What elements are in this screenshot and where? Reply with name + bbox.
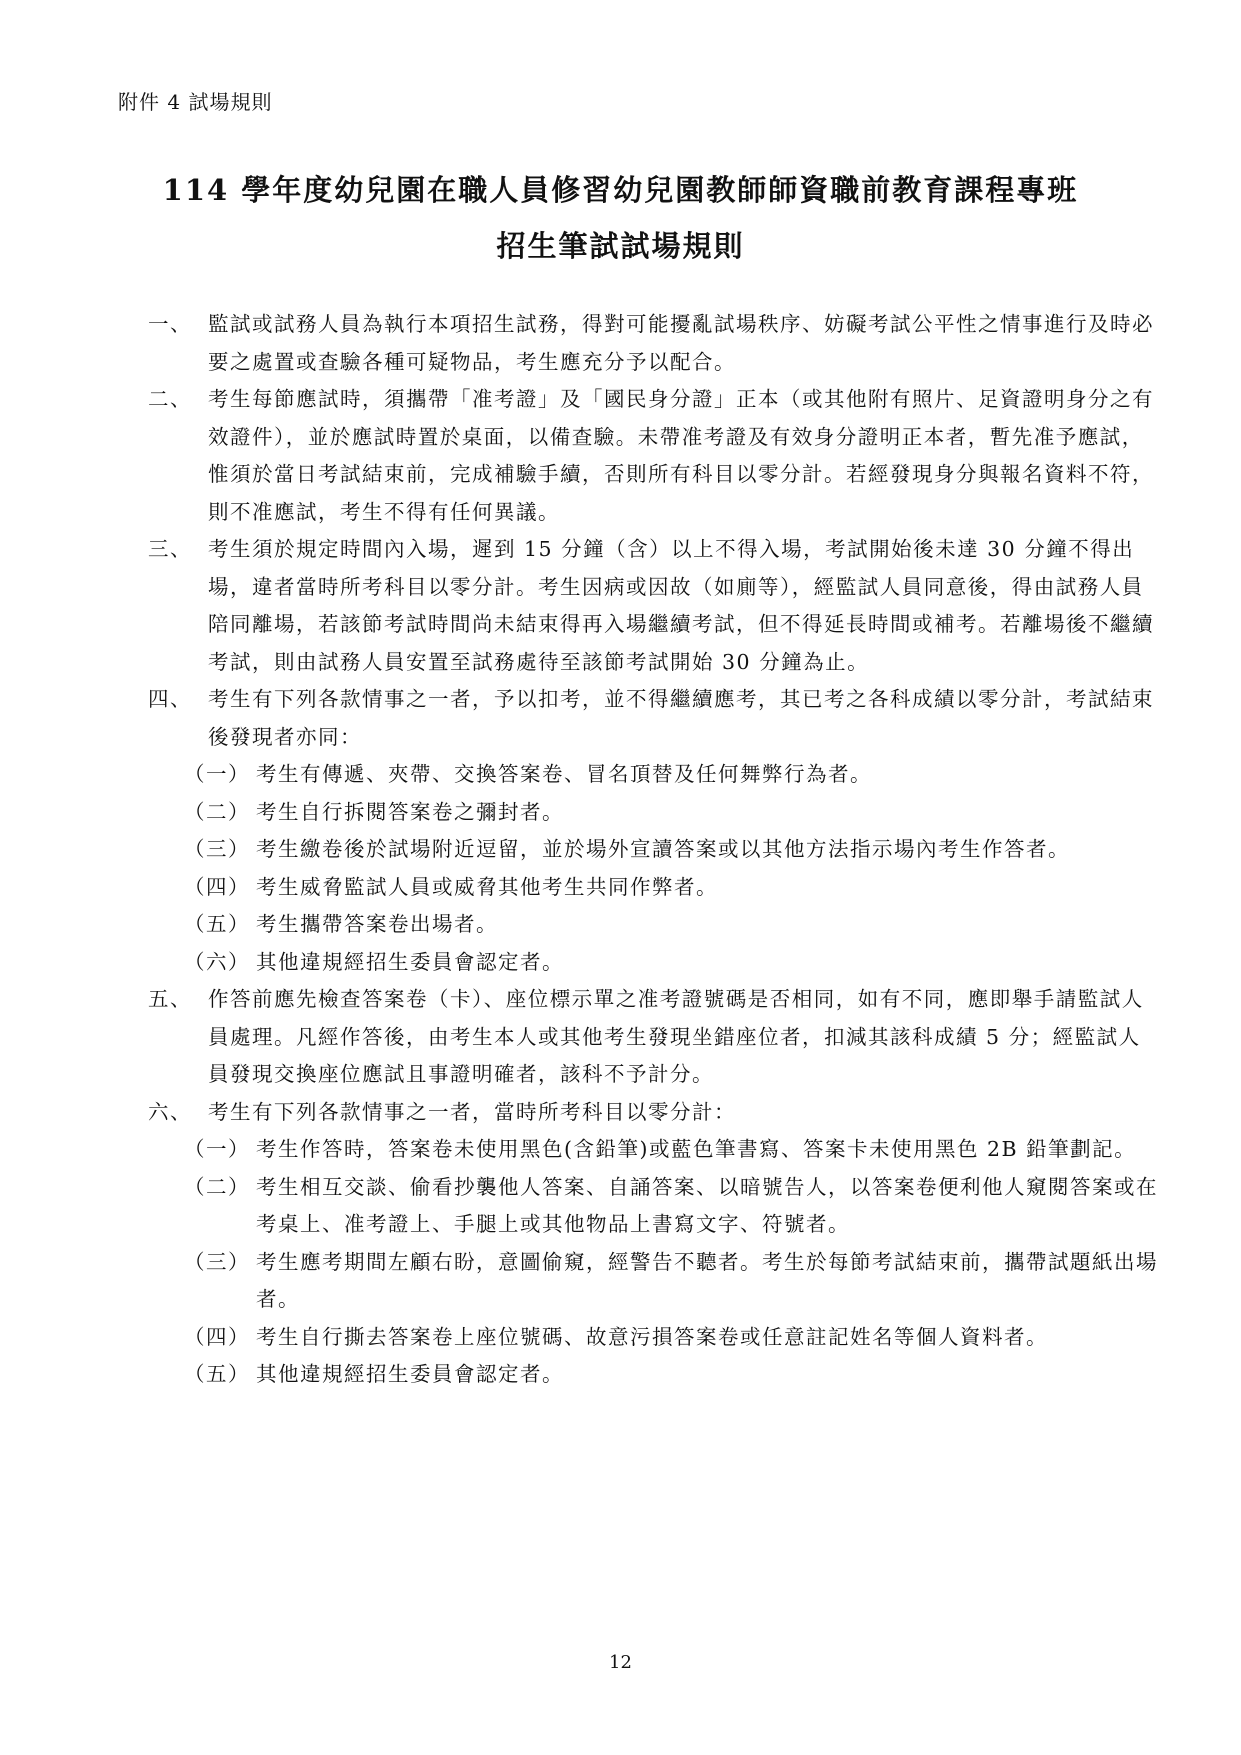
sub-rule-text: 其他違規經招生委員會認定者。 (256, 949, 564, 974)
sub-rule-item (148, 869, 1158, 907)
sub-rule-number: （六） (184, 949, 250, 974)
sub-rule-text: 考生相互交談、偷看抄襲他人答案、自誦答案、以暗號告人，以答案卷便利他人窺閱答案或在考桌上、准考證上、手腿上或其他物品上書寫文字、符號者。 (256, 1174, 1158, 1236)
sub-rule-number: （二） (184, 1174, 250, 1199)
sub-rule-text: 考生繳卷後於試場附近逗留，並於場外宣讀答案或以其他方法指示場內考生作答者。 (256, 837, 1070, 861)
rules-list (148, 306, 1158, 1394)
rule-number: 一、 (148, 312, 192, 336)
rule-text: 作答前應先檢查答案卷（卡）、座位標示單之准考證號碼是否相同，如有不同，應即舉手請監試人員處理。凡經作答後，由考生本人或其他考生發現坐錯座位者，扣減其該科成績 5 分；經監試人員發現交換座位應試且事證明確者，該科不予計分。 (208, 987, 1144, 1086)
document-subtitle: 招生筆試試場規則 (496, 229, 745, 263)
sub-rule-text: 考生有傳遞、夾帶、交換答案卷、冒名頂替及任何舞弊行為者。 (256, 762, 872, 786)
sub-rule-item (148, 944, 1158, 982)
rule-number: 五、 (148, 987, 192, 1011)
rule-item (148, 981, 1158, 1094)
sub-rule-text: 考生應考期間左顧右盼，意圖偷窺，經警告不聽者。考生於每節考試結束前，攜帶試題紙出場者。 (256, 1249, 1158, 1311)
sub-rule-number: （四） (184, 1324, 250, 1349)
rule-number: 二、 (148, 387, 192, 411)
sub-rule-number: （一） (184, 762, 250, 786)
rule-item (148, 531, 1158, 681)
sub-rule-text: 考生自行拆閱答案卷之彌封者。 (256, 799, 564, 824)
sub-rule-item (148, 1244, 1158, 1319)
sub-rule-text: 其他違規經招生委員會認定者。 (256, 1362, 564, 1386)
rule-number: 六、 (148, 1099, 192, 1124)
rule-number: 四、 (148, 687, 192, 711)
sub-rule-item (148, 1356, 1158, 1394)
rule-item (148, 381, 1158, 531)
sub-rule-number: （五） (184, 912, 250, 936)
sub-rule-item (148, 906, 1158, 944)
sub-rule-number: （一） (184, 1137, 250, 1161)
rule-text: 考生每節應試時，須攜帶「准考證」及「國民身分證」正本（或其他附有照片、足資證明身分之有效證件），並於應試時置於桌面，以備查驗。未帶准考證及有效身分證明正本者，暫先准予應試，惟須於當日考試結束前，完成補驗手續，否則所有科目以零分計。若經發現身分與報名資料不符，則不准應試，考生不得有任何異議。 (208, 387, 1154, 524)
sub-rule-text: 考生作答時，答案卷未使用黑色(含鉛筆)或藍色筆書寫、答案卡未使用黑色 2B 鉛筆劃記。 (256, 1137, 1137, 1161)
rule-text: 考生有下列各款情事之一者，當時所考科目以零分計： (208, 1099, 736, 1124)
document-title: 114 學年度幼兒園在職人員修習幼兒園教師師資職前教育課程專班 (162, 173, 1079, 207)
sub-rule-item (148, 1131, 1158, 1169)
sub-rule-item (148, 1319, 1158, 1357)
rule-text: 監試或試務人員為執行本項招生試務，得對可能擾亂試場秩序、妨礙考試公平性之情事進行及時必要之處置或查驗各種可疑物品，考生應充分予以配合。 (208, 312, 1154, 374)
rule-number: 三、 (148, 537, 192, 561)
rule-text: 考生須於規定時間內入場，遲到 15 分鐘（含）以上不得入場，考試開始後未達 30 分鐘不得出場，違者當時所考科目以零分計。考生因病或因故（如廁等），經監試人員同意後，得由試務人員陪同離場，若該節考試時間尚未結束得再入場繼續考試，但不得延長時間或補考。若離場後不繼續考試，則由試務人員安置至試務處待至該節考試開始 30 分鐘為止。 (208, 537, 1154, 674)
sub-rule-item (148, 794, 1158, 832)
sub-rule-number: （四） (184, 874, 250, 899)
sub-rule-number: （五） (184, 1362, 250, 1386)
sub-rule-item (148, 1169, 1158, 1244)
attachment-label: 附件 4 試場規則 (118, 90, 273, 114)
sub-rule-number: （二） (184, 799, 250, 824)
rule-item (148, 681, 1158, 756)
rule-item (148, 1094, 1158, 1132)
sub-rule-number: （三） (184, 837, 250, 861)
rule-text: 考生有下列各款情事之一者，予以扣考，並不得繼續應考，其已考之各科成績以零分計，考試結束後發現者亦同： (208, 687, 1154, 749)
sub-rule-number: （三） (184, 1249, 250, 1274)
sub-rule-text: 考生自行撕去答案卷上座位號碼、故意污損答案卷或任意註記姓名等個人資料者。 (256, 1324, 1048, 1349)
sub-rule-text: 考生攜帶答案卷出場者。 (256, 912, 498, 936)
sub-rule-item (148, 831, 1158, 869)
rule-item (148, 306, 1158, 381)
page-number: 12 (609, 1652, 632, 1673)
sub-rule-text: 考生威脅監試人員或威脅其他考生共同作弊者。 (256, 874, 718, 899)
sub-rule-item (148, 756, 1158, 794)
